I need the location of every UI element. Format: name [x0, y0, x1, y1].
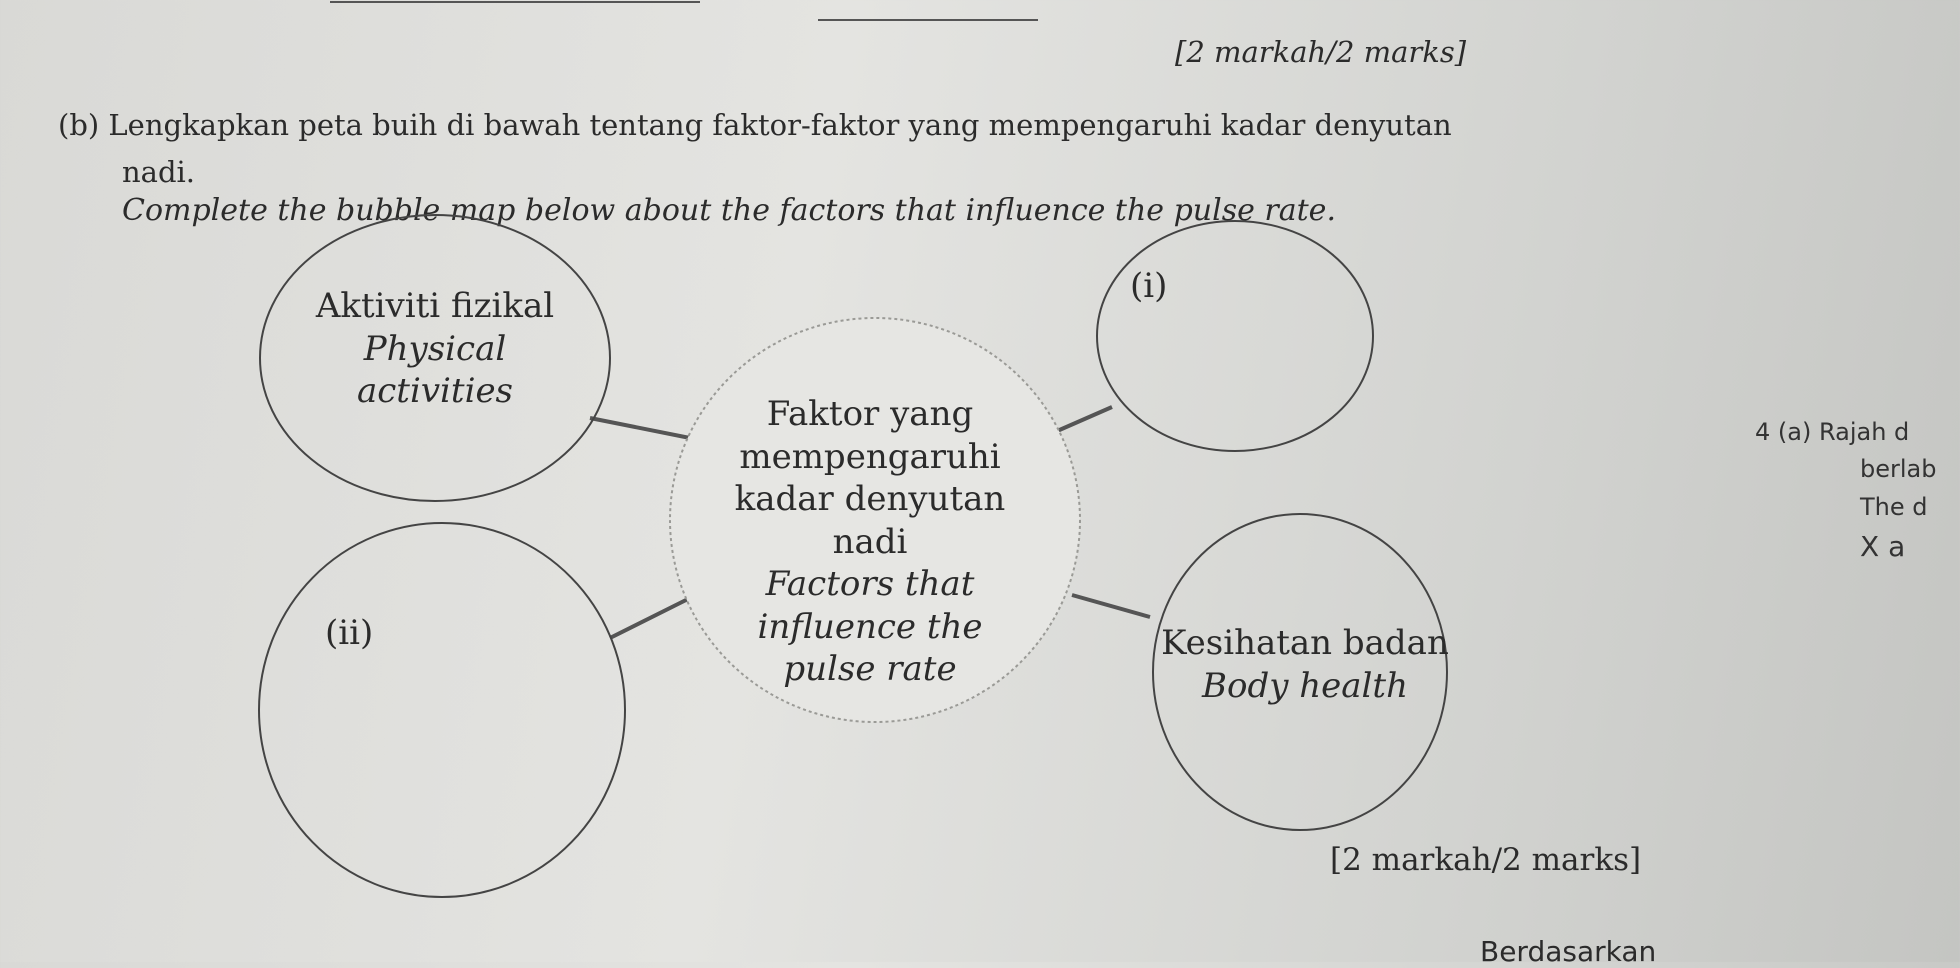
question-english: Complete the bubble map below about the factors that influence the pulse rate.	[122, 193, 1336, 228]
physical-activities-malay: Aktiviti fizikal	[315, 286, 555, 326]
bubble-answer-i	[1097, 221, 1373, 451]
marks-label-top: [2 markah/2 marks]	[1175, 35, 1467, 69]
next-question-line4: X a	[1860, 530, 1906, 563]
center-bubble-text	[700, 393, 1040, 691]
body-health-malay: Kesihatan badan	[1161, 623, 1449, 663]
question-malay-line2: nadi.	[122, 155, 196, 189]
center-malay-3: kadar denyutan nadi	[734, 479, 1006, 562]
next-question-number: 4	[1755, 418, 1771, 446]
connector-top-left	[590, 418, 700, 440]
physical-activities-english-1: Physical	[363, 328, 507, 369]
question-label: (b)	[58, 108, 100, 142]
next-question-line2: berlab	[1860, 455, 1937, 483]
next-question-line1	[1755, 418, 1909, 446]
question-malay-text: Lengkapkan peta buih di bawah tentang faktor-faktor yang mempengaruhi kadar denyutan	[108, 108, 1452, 142]
center-english-3: pulse rate	[783, 649, 957, 689]
bottom-text-fragment: Berdasarkan	[1480, 935, 1657, 968]
body-health-english: Body health	[1202, 665, 1408, 706]
physical-activities-english-2: activities	[356, 371, 514, 411]
center-malay-2: mempengaruhi	[739, 436, 1001, 477]
bubble-answer-ii	[259, 523, 625, 897]
physical-activities-text	[305, 285, 565, 413]
center-english-2: influence the	[757, 606, 983, 647]
next-question-part: (a) Rajah d	[1777, 418, 1910, 446]
body-health-text	[1160, 622, 1450, 707]
marks-label-bottom: [2 markah/2 marks]	[1330, 842, 1642, 878]
answer-label-i: (i)	[1130, 266, 1168, 306]
next-question-line3: The d	[1860, 493, 1928, 521]
center-english-1: Factors that	[765, 564, 975, 604]
connector-bottom-left	[610, 598, 690, 638]
connector-bottom-right	[1072, 595, 1150, 617]
center-malay-1: Faktor yang	[766, 394, 974, 434]
answer-label-ii: (ii)	[325, 613, 374, 653]
